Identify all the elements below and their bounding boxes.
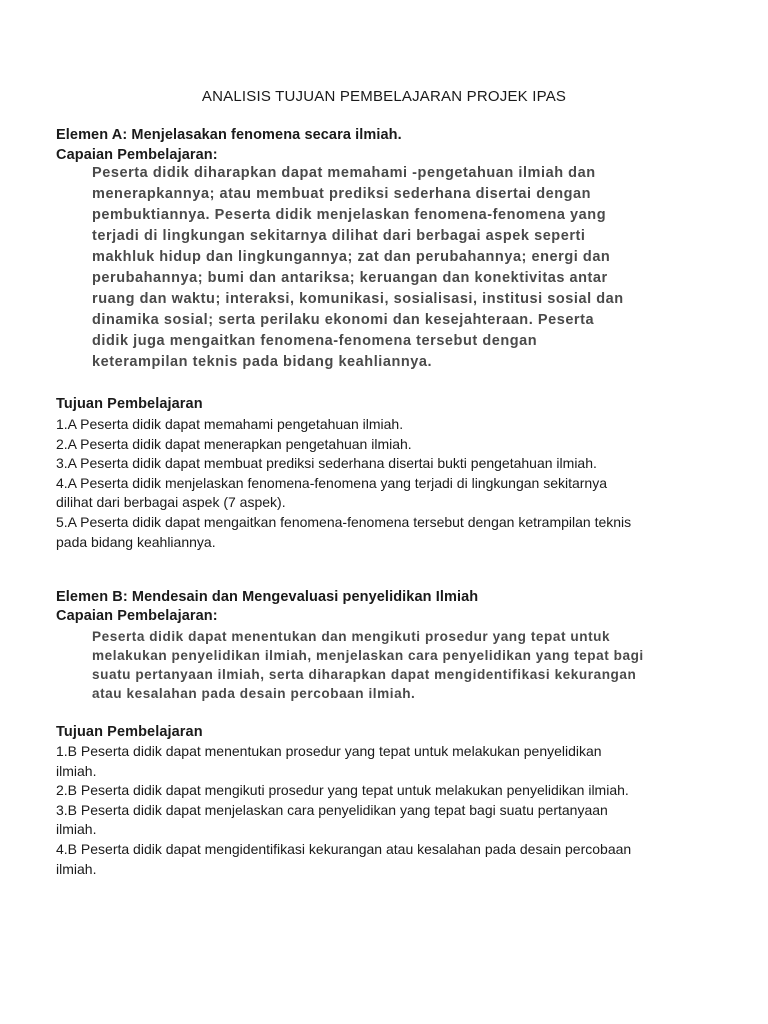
- cp-line: makhluk hidup dan lingkungannya; zat dan perubahannya; energi dan: [92, 249, 611, 265]
- elemen-a-heading: Elemen A: Menjelasakan fenomena secara ilmiah.: [56, 127, 402, 143]
- cp-line: atau kesalahan pada desain percobaan ilmiah.: [92, 686, 416, 701]
- list-item: 2.B Peserta didik dapat mengikuti prosedur yang tepat untuk melakukan penyelidikan ilmiah.: [56, 782, 629, 799]
- list-item: 5.A Peserta didik dapat mengaitkan fenomena-fenomena tersebut dengan ketrampilan teknis: [56, 513, 632, 530]
- elemen-a-cp-text: [92, 163, 692, 373]
- list-item: pada bidang keahliannya.: [56, 533, 216, 550]
- elemen-b-cp-label: Capaian Pembelajaran:: [56, 608, 218, 624]
- list-item: 4.A Peserta didik menjelaskan fenomena-fenomena yang terjadi di lingkungan sekitarnya: [56, 474, 608, 491]
- page-title: ANALISIS TUJUAN PEMBELAJARAN PROJEK IPAS: [201, 88, 567, 105]
- elemen-a-tp-list: [56, 415, 716, 552]
- elemen-b-heading: Elemen B: Mendesain dan Mengevaluasi penyelidikan Ilmiah: [56, 589, 479, 605]
- elemen-b-tp-label: Tujuan Pembelajaran: [56, 724, 203, 740]
- cp-line: dinamika sosial; serta perilaku ekonomi dan kesejahteraan. Peserta: [92, 312, 595, 328]
- cp-line: keterampilan teknis pada bidang keahliannya.: [92, 354, 433, 370]
- elemen-b-tp-list: [56, 742, 716, 879]
- cp-line: perubahannya; bumi dan antariksa; keruangan dan konektivitas antar: [92, 270, 608, 286]
- list-item: 2.A Peserta didik dapat menerapkan pengetahuan ilmiah.: [56, 435, 412, 452]
- cp-line: suatu pertanyaan ilmiah, serta diharapkan dapat mengidentifikasi kekurangan: [92, 667, 637, 682]
- list-item: ilmiah.: [56, 821, 97, 838]
- list-item: ilmiah.: [56, 762, 97, 779]
- list-item: ilmiah.: [56, 860, 97, 877]
- list-item: 1.A Peserta didik dapat memahami pengetahuan ilmiah.: [56, 416, 404, 432]
- elemen-a-cp-label: Capaian Pembelajaran:: [56, 147, 218, 163]
- elemen-a-tp-label: Tujuan Pembelajaran: [56, 396, 203, 412]
- cp-line: Peserta didik diharapkan dapat memahami -pengetahuan ilmiah dan: [92, 165, 596, 181]
- list-item: dilihat dari berbagai aspek (7 aspek).: [56, 494, 286, 511]
- cp-line: Peserta didik dapat menentukan dan mengikuti prosedur yang tepat untuk: [92, 629, 611, 644]
- list-item: 1.B Peserta didik dapat menentukan prosedur yang tepat untuk melakukan penyelidikan: [56, 743, 602, 759]
- cp-line: didik juga mengaitkan fenomena-fenomena tersebut dengan: [92, 333, 538, 349]
- cp-line: pembuktiannya. Peserta didik menjelaskan fenomena-fenomena yang: [92, 207, 607, 223]
- elemen-b-cp-text: [92, 627, 692, 703]
- cp-line: terjadi di lingkungan sekitarnya dilihat dari berbagai aspek seperti: [92, 228, 586, 244]
- cp-line: melakukan penyelidikan ilmiah, menjelaskan cara penyelidikan yang tepat bagi: [92, 648, 644, 663]
- list-item: 4.B Peserta didik dapat mengidentifikasi kekurangan atau kesalahan pada desain percobaan: [56, 840, 632, 857]
- list-item: 3.B Peserta didik dapat menjelaskan cara penyelidikan yang tepat bagi suatu pertanyaan: [56, 801, 608, 818]
- list-item: 3.A Peserta didik dapat membuat prediksi sederhana disertai bukti pengetahuan ilmiah.: [56, 455, 597, 472]
- cp-line: menerapkannya; atau membuat prediksi sederhana disertai dengan: [92, 186, 592, 202]
- cp-line: ruang dan waktu; interaksi, komunikasi, sosialisasi, institusi sosial dan: [92, 291, 624, 307]
